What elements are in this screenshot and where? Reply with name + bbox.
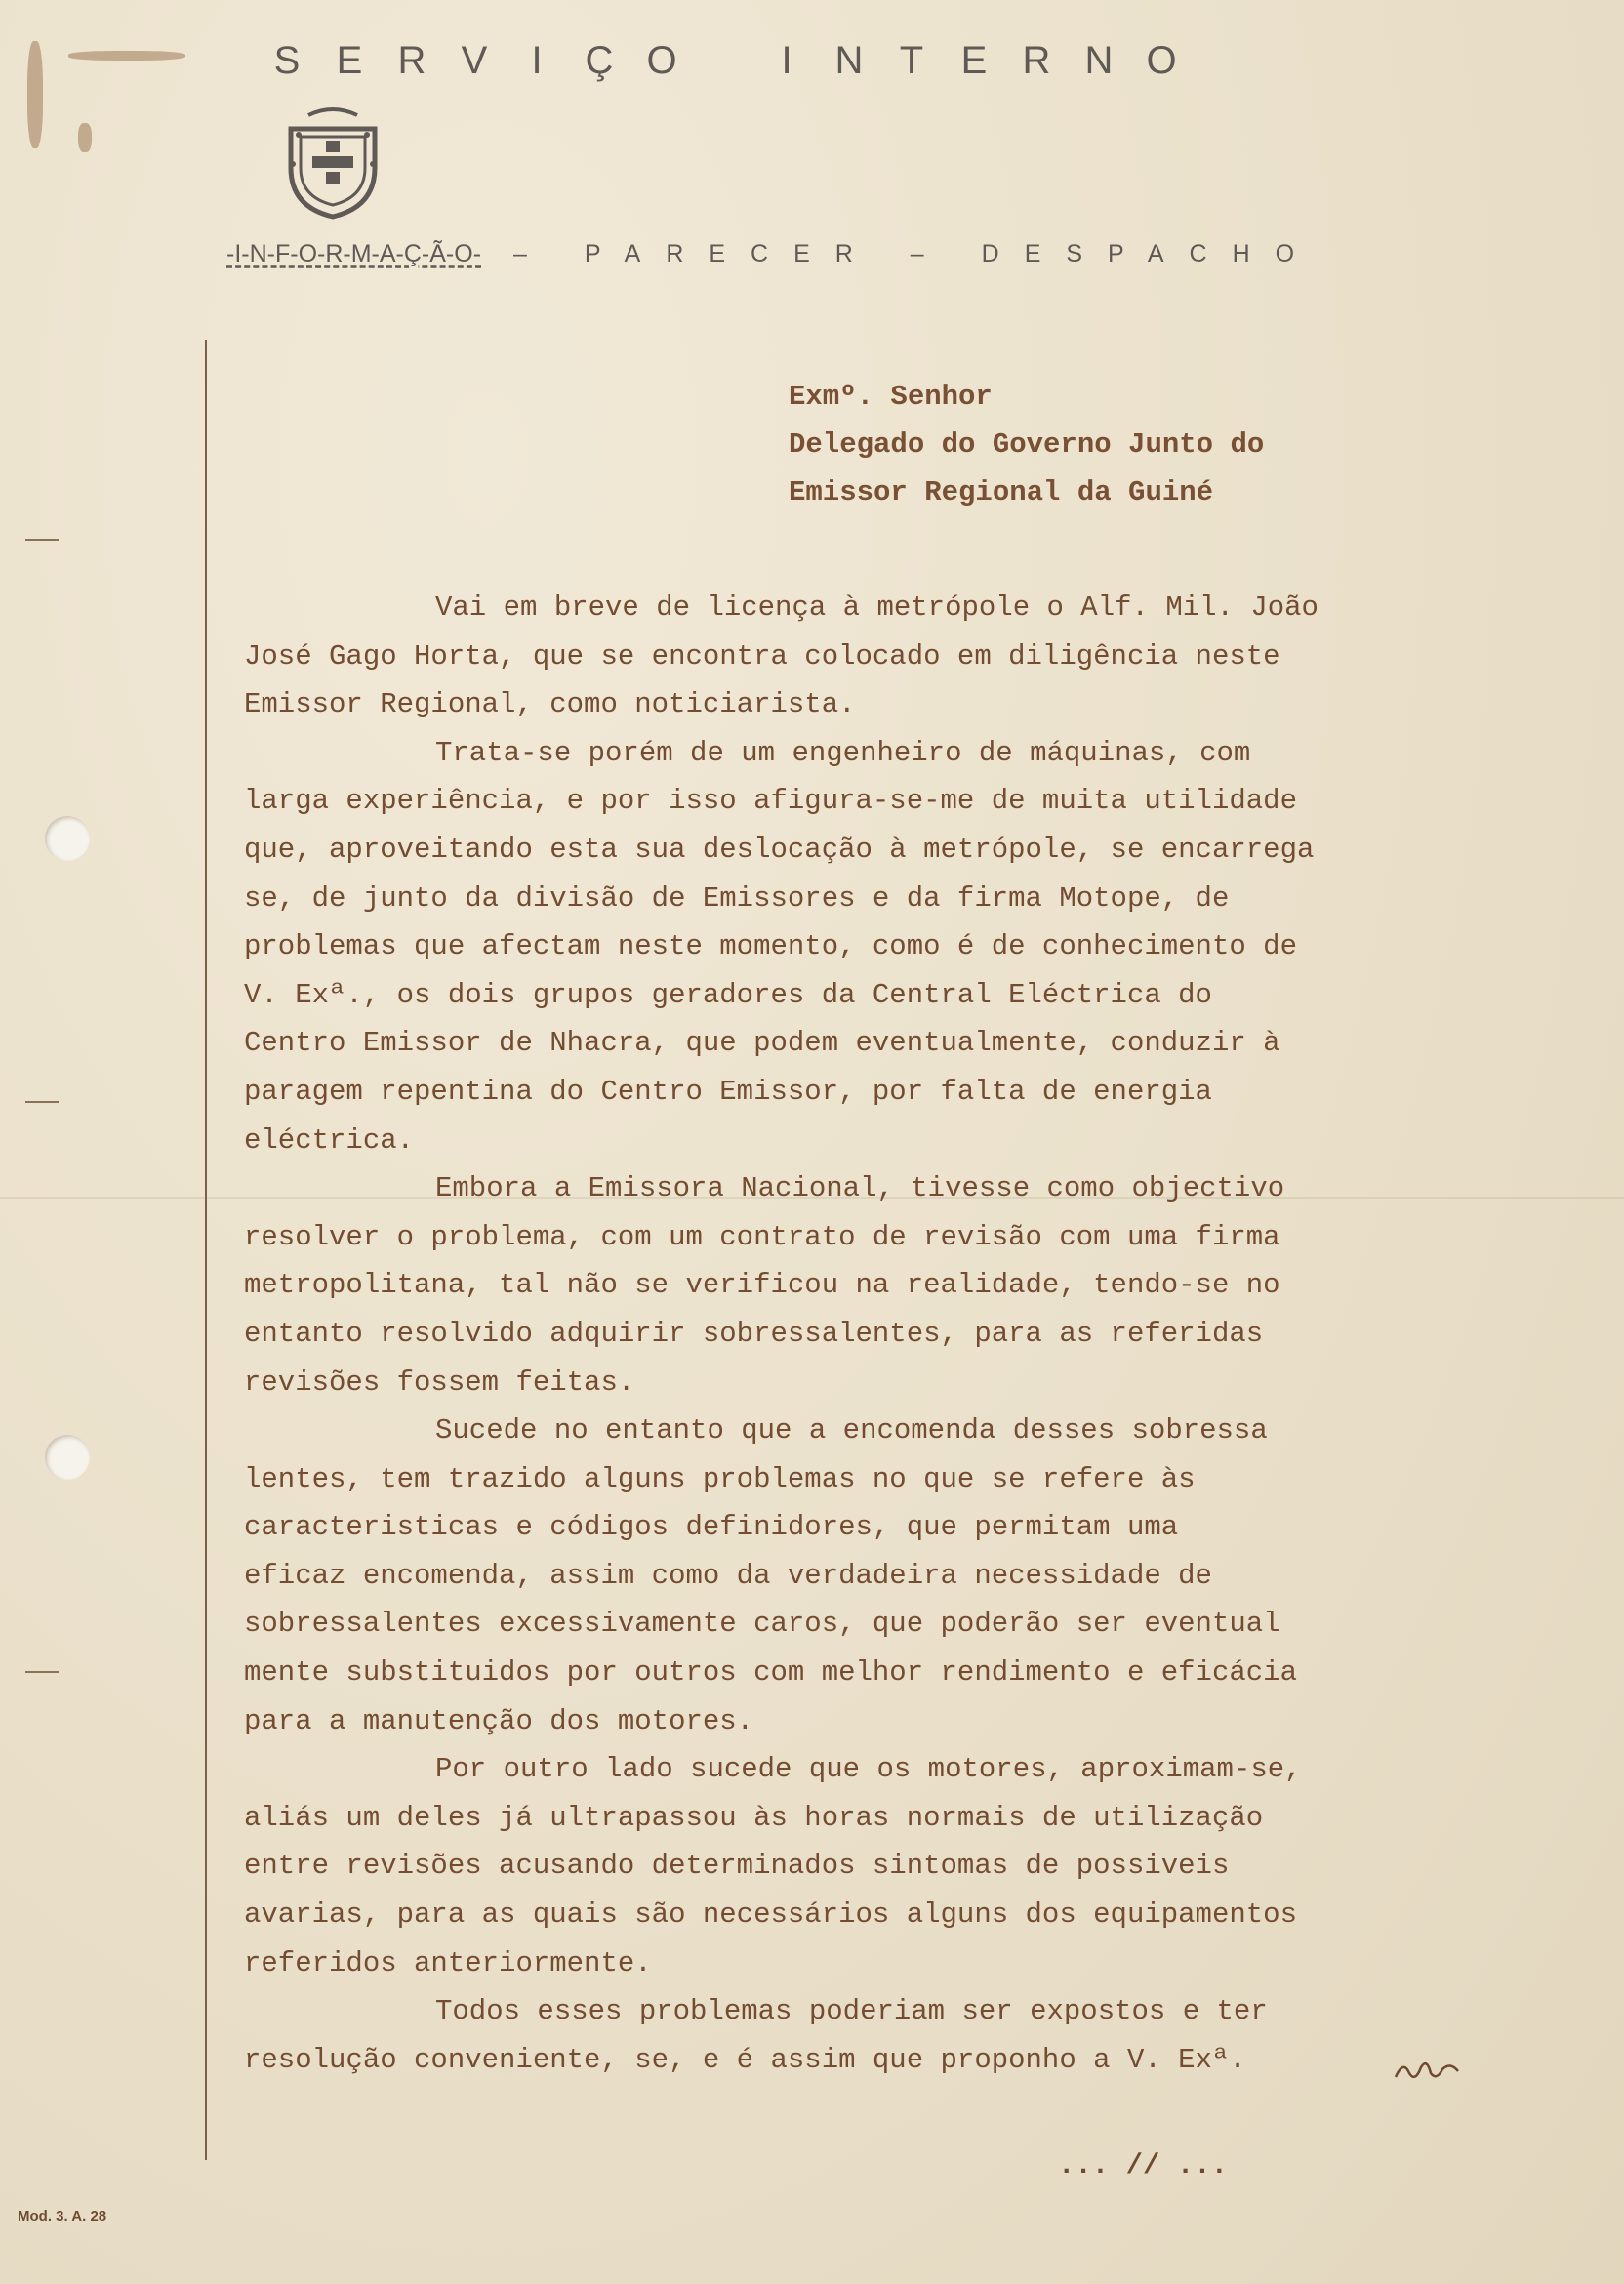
body-line: paragem repentina do Centro Emissor, por falta de energia	[244, 1075, 1212, 1108]
body-line: eléctrica.	[244, 1123, 415, 1157]
rust-mark	[27, 41, 43, 148]
margin-rule	[205, 340, 207, 2160]
subheader-parecer-despacho: – PARECER – DESPACHO	[512, 240, 1320, 267]
body-line: Sucede no entanto que a encomenda desses sobressa	[435, 1414, 1268, 1448]
addressee-block	[789, 373, 1264, 516]
letterhead-title	[256, 39, 1573, 83]
letterhead-letter: N	[834, 39, 864, 82]
body-line: caracteristicas e códigos definidores, que permitam uma	[244, 1511, 1179, 1544]
margin-tick	[25, 1671, 59, 1673]
body-line: revisões fossem feitas.	[244, 1366, 635, 1399]
addressee-line: Exmº. Senhor	[789, 381, 993, 413]
rust-mark	[78, 123, 92, 152]
continuation-mark: ... // ...	[1058, 2149, 1229, 2182]
body-line: sobressalentes excessivamente caros, que poderão ser eventual	[244, 1608, 1280, 1641]
handwritten-initials	[1394, 2058, 1462, 2081]
body-line: referidos anteriormente.	[244, 1946, 652, 1979]
body-line: avarias, para as quais são necessários alguns dos equipamentos	[244, 1898, 1297, 1932]
body-line: larga experiência, e por isso afigura-se-me de muita utilidade	[244, 785, 1297, 818]
body-line: Embora a Emissora Nacional, tivesse como objectivo	[435, 1172, 1285, 1205]
body-line: mente substituidos por outros com melhor rendimento e eficácia	[244, 1656, 1297, 1690]
body-line: que, aproveitando esta sua deslocação à metrópole, se encarrega	[244, 833, 1315, 866]
letterhead-letter: O	[1146, 39, 1177, 82]
body-line: eficaz encomenda, assim como da verdadeira necessidade de	[244, 1559, 1212, 1592]
form-code: Mod. 3. A. 28	[18, 2208, 107, 2224]
body-line: metropolitana, tal não se verificou na realidade, tendo-se no	[244, 1269, 1280, 1302]
body-line: Trata-se porém de um engenheiro de máquinas, com	[435, 736, 1251, 769]
body-line: V. Exª., os dois grupos geradores da Central Eléctrica do	[244, 978, 1212, 1011]
body-line: Emissor Regional, como noticiarista.	[244, 688, 856, 721]
body-line: se, de junto da divisão de Emissores e da firma Motope, de	[244, 881, 1230, 915]
letterhead-letter: E	[336, 39, 363, 82]
body-line: resolução conveniente, se, e é assim que proponho a V. Exª.	[244, 2043, 1246, 2076]
body-line: José Gago Horta, que se encontra colocado em diligência neste	[244, 639, 1280, 673]
body-line: Vai em breve de licença à metrópole o Alf. Mil. João	[435, 591, 1319, 624]
body-line: problemas que afectam neste momento, como é de conhecimento de	[244, 930, 1297, 963]
letterhead-letter: I	[531, 39, 543, 82]
letterhead-letter: I	[781, 39, 792, 82]
body-line: para a manutenção dos motores.	[244, 1704, 754, 1737]
rust-mark	[68, 51, 185, 61]
letterhead-letter: S	[273, 39, 301, 82]
addressee-line: Delegado do Governo Junto do	[789, 428, 1265, 461]
punch-hole-top	[45, 816, 90, 861]
addressee-line: Emissor Regional da Guiné	[789, 476, 1214, 509]
margin-tick	[25, 539, 59, 541]
letterhead-letter: E	[960, 39, 988, 82]
letterhead-letter: Ç	[585, 39, 614, 82]
letterhead-letter: N	[1084, 39, 1114, 82]
body-line: entre revisões acusando determinados sintomas de possiveis	[244, 1850, 1230, 1883]
letterhead-letter: R	[1022, 39, 1051, 82]
letter-body	[244, 584, 1513, 2084]
letterhead-subheader	[226, 240, 1573, 268]
letterhead-letter: R	[397, 39, 426, 82]
body-line: Todos esses problemas poderiam ser expostos e ter	[435, 1995, 1268, 2028]
body-line: Centro Emissor de Nhacra, que podem eventualmente, conduzir à	[244, 1027, 1280, 1060]
letterhead-letter: V	[461, 39, 488, 82]
body-line: Por outro lado sucede que os motores, aproximam-se,	[435, 1753, 1302, 1786]
coat-of-arms-icon	[279, 105, 386, 223]
subheader-informacao: -I-N-F-O-R-M-A-Ç-Ã-O-	[226, 240, 482, 267]
punch-hole-bottom	[45, 1435, 90, 1480]
letterhead-letter: O	[646, 39, 677, 82]
margin-tick	[25, 1101, 59, 1103]
body-line: aliás um deles já ultrapassou às horas normais de utilização	[244, 1801, 1264, 1834]
letterhead-letter: T	[899, 39, 924, 82]
body-line: resolver o problema, com um contrato de revisão com uma firma	[244, 1220, 1280, 1253]
body-line: lentes, tem trazido alguns problemas no que se refere às	[244, 1462, 1196, 1495]
body-line: entanto resolvido adquirir sobressalentes, para as referidas	[244, 1317, 1264, 1350]
